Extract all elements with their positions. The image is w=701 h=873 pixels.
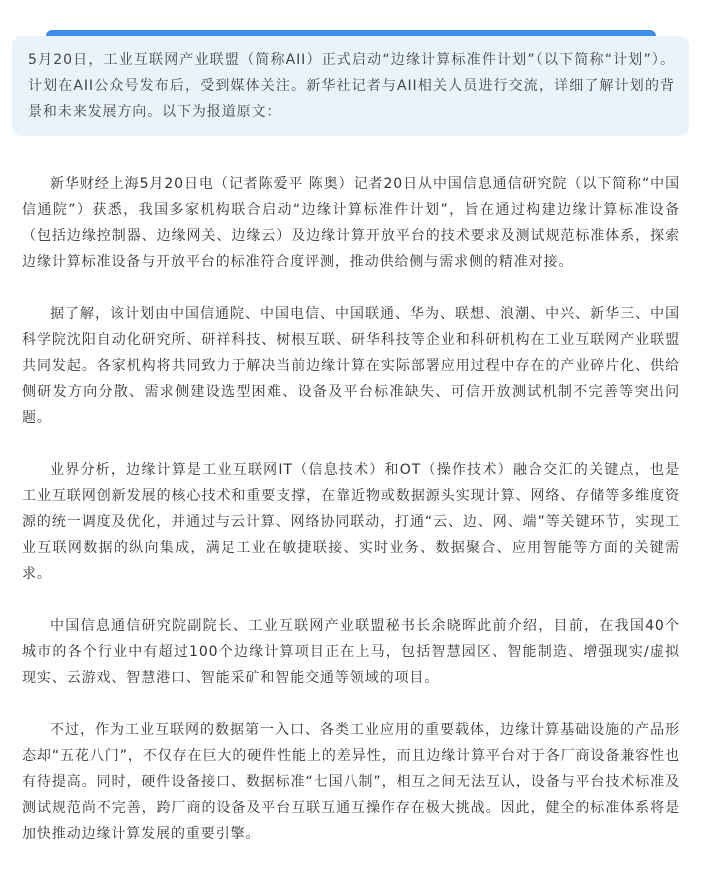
- article-paragraph: 新华财经上海5月20日电（记者陈爱平 陈奥）记者20日从中国信息通信研究院（以下简称“中国信通院”）获悉，我国多家机构联合启动“边缘计算标准件计划”，旨在通过构建边缘计算标准设备（包括边缘控制器、边缘网关、边缘云）及边缘计算开放平台的技术要求及测试规范标准体系，探索边缘计算标准设备与开放平台的标准符合度评测，推动供给侧与需求侧的精准对接。: [22, 176, 680, 270]
- article-paragraph: 据了解，该计划由中国信通院、中国电信、中国联通、华为、联想、浪潮、中兴、新华三、中国科学院沈阳自动化研究所、研祥科技、树根互联、研华科技等企业和科研机构在工业互联网产业联盟共同发起。各家机构将共同致力于解决当前边缘计算在实际部署应用过程中存在的产业碎片化、供给侧研发方向分散、需求侧建设选型困难、设备及平台标准缺失、可信开放测试机制不完善等突出问题。: [22, 306, 680, 426]
- article-paragraph: 中国信息通信研究院副院长、工业互联网产业联盟秘书长余晓晖此前介绍，目前，在我国40个城市的各个行业中有超过100个边缘计算项目正在上马，包括智慧园区、智能制造、增强现实/虚拟现实、云游戏、智慧港口、智能采矿和智能交通等领域的项目。: [22, 618, 680, 686]
- article-body: [22, 171, 680, 873]
- article-paragraph: 不过，作为工业互联网的数据第一入口、各类工业应用的重要载体，边缘计算基础设施的产品形态却“五花八门”，不仅存在巨大的硬件性能上的差异性，而且边缘计算平台对于各厂商设备兼容性也有待提高。同时，硬件设备接口、数据标准“七国八制”，相互之间无法互认，设备与平台技术标准及测试规范尚不完善，跨厂商的设备及平台互联互通互操作存在极大挑战。因此，健全的标准体系将是加快推动边缘计算发展的重要引擎。: [22, 722, 680, 842]
- article-paragraph: 业界分析，边缘计算是工业互联网IT（信息技术）和OT（操作技术）融合交汇的关键点，也是工业互联网创新发展的核心技术和重要支撑，在靠近物或数据源头实现计算、网络、存储等多维度资源的统一调度及优化，并通过与云计算、网络协同联动，打通“云、边、网、端”等关键环节，实现工业互联网数据的纵向集成，满足工业在敏捷联接、实时业务、数据聚合、应用智能等方面的关键需求。: [22, 462, 680, 582]
- intro-box: [12, 36, 689, 136]
- intro-text: 5月20日，工业互联网产业联盟（简称AII）正式启动“边缘计算标准件计划”（以下简称“计划”）。计划在AII公众号发布后，受到媒体关注。新华社记者与AII相关人员进行交流，详细了解计划的背景和未来发展方向。以下为报道原文：: [28, 52, 675, 120]
